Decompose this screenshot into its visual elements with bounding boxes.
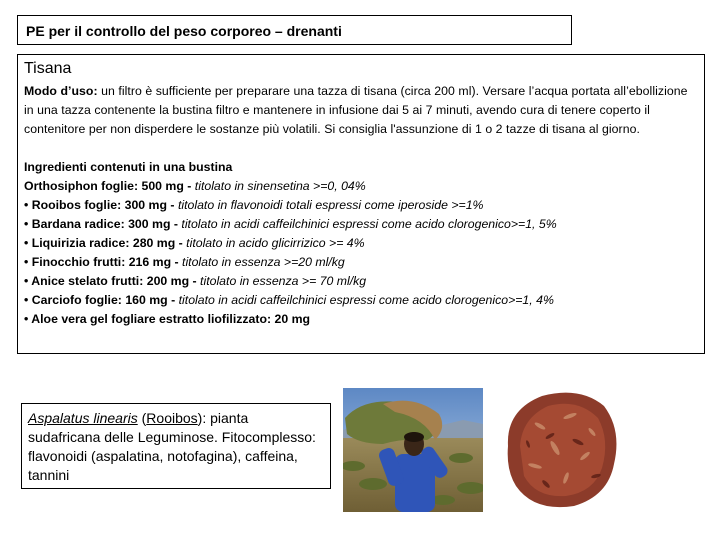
ingredients-title: Ingredienti contenuti in una bustina <box>24 160 233 174</box>
ingredient-name: • Bardana radice: 300 mg - <box>24 217 182 231</box>
ingredient-name: Orthosiphon foglie: 500 mg - <box>24 179 195 193</box>
ingredient-detail: titolato in sinensetina >=0, 04% <box>194 179 366 193</box>
ingredient-item <box>24 291 698 310</box>
ingredient-detail: titolato in flavonoidi totali espressi come iperoside >=1% <box>177 198 484 212</box>
ingredient-item <box>24 177 698 196</box>
section-heading: Tisana <box>24 60 72 77</box>
usage-label: Modo d’uso: <box>24 84 98 98</box>
ingredient-name: • Rooibos foglie: 300 mg - <box>24 198 178 212</box>
caption-rest: ): pianta sudafricana delle Leguminose. Fitocomplesso: flavonoidi (aspalatina, notofagina), caffeina, tannini <box>28 410 316 483</box>
usage-paragraph <box>24 82 698 139</box>
slide-title: PE per il controllo del peso corporeo – drenanti <box>17 15 572 45</box>
tisana-panel <box>17 54 705 354</box>
ingredient-detail: titolato in acidi caffeilchinici espressi come acido clorogenico>=1, 5% <box>181 217 557 231</box>
ingredient-item <box>24 253 698 272</box>
ingredient-item <box>24 196 698 215</box>
rooibos-caption <box>21 403 331 489</box>
caption-open: ( <box>137 410 147 426</box>
ingredient-item <box>24 234 698 253</box>
rooibos-tea-photo <box>500 386 622 512</box>
ingredient-name: • Anice stelato frutti: 200 mg - <box>24 274 201 288</box>
ingredient-item <box>24 310 698 329</box>
ingredient-name: • Carciofo foglie: 160 mg - <box>24 293 179 307</box>
ingredient-name: • Finocchio frutti: 216 mg - <box>24 255 183 269</box>
species-name: Aspalatus linearis <box>28 410 138 426</box>
ingredient-detail: titolato in acido glicirrizico >= 4% <box>186 236 365 250</box>
common-name: Rooibos <box>146 410 198 426</box>
ingredient-detail: titolato in acidi caffeilchinici espressi come acido clorogenico>=1, 4% <box>178 293 554 307</box>
ingredient-detail: titolato in essenza >= 70 ml/kg <box>200 274 367 288</box>
ingredient-name: • Liquirizia radice: 280 mg - <box>24 236 187 250</box>
usage-text: un filtro è sufficiente per preparare una tazza di tisana (circa 200 ml). Versare l’acqua portata all’ebollizione in una tazza contenente la bustina filtro e mantenere in infusione dai 5 ai 7 minuti, avendo cura di tenere coperto il contenitore per non disperdere le sostanze più volatili. Si consiglia l'assunzione di 1 o 2 tazze di tisana al giorno. <box>24 84 688 136</box>
ingredient-item <box>24 215 698 234</box>
ingredient-item <box>24 272 698 291</box>
ingredient-detail: titolato in essenza >=20 ml/kg <box>182 255 345 269</box>
ingredient-name: • Aloe vera gel fogliare estratto liofilizzato: 20 mg <box>24 312 311 326</box>
rooibos-harvest-photo <box>343 388 483 512</box>
